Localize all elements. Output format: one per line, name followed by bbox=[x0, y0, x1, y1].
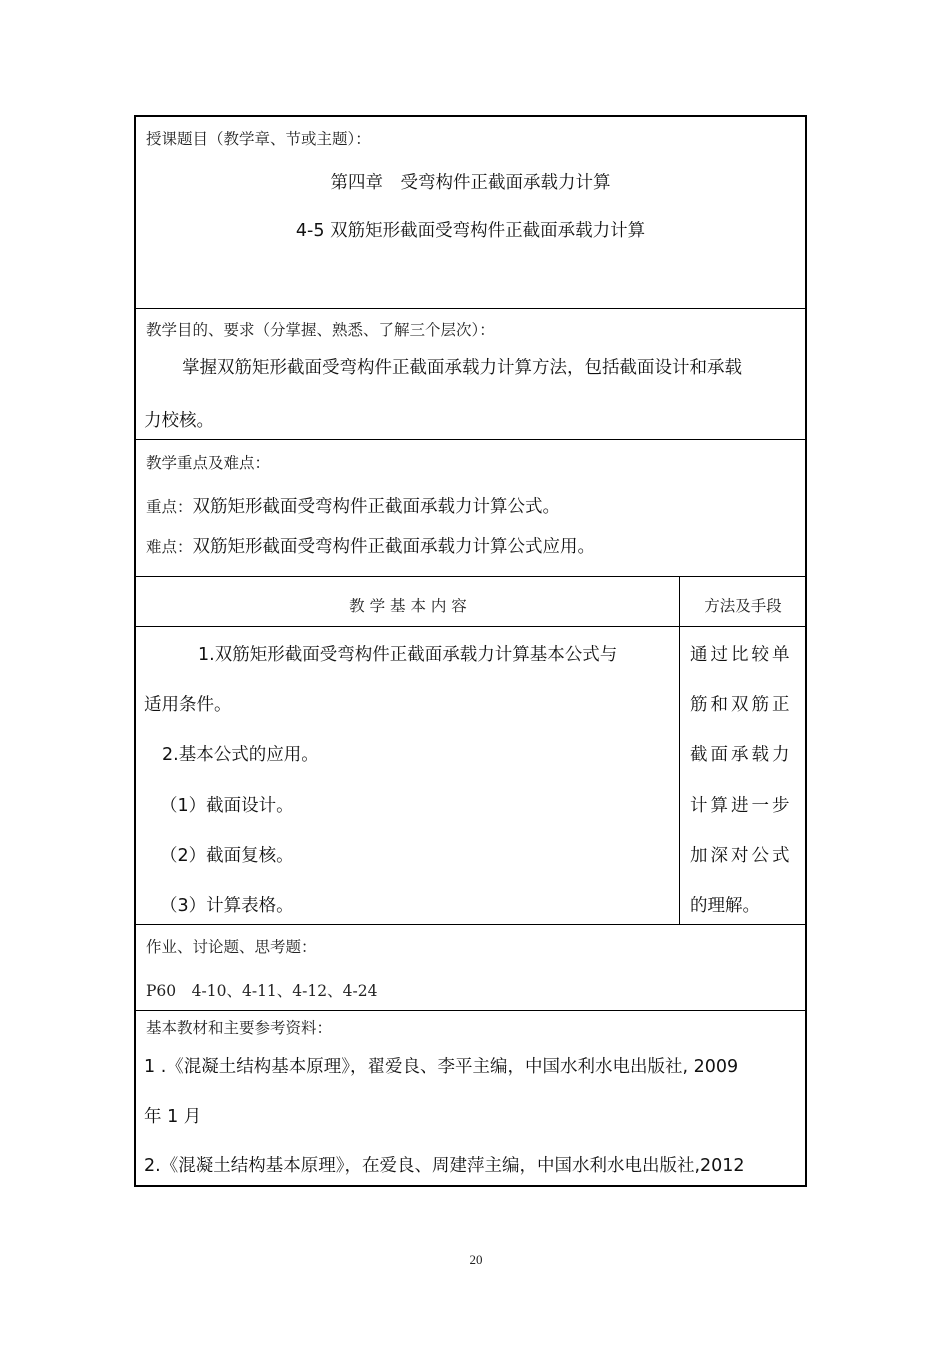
difficult-point-text: 双筋矩形截面受弯构件正截面承载力计算公式应用。 bbox=[192, 537, 596, 557]
objective-label: 教学目的、要求（分掌握、熟悉、了解三个层次）： bbox=[146, 321, 495, 339]
reference-line-2: 年 1 月 bbox=[144, 1107, 202, 1127]
key-point-prefix: 重点： bbox=[146, 498, 193, 516]
topic-label: 授课题目（教学章、节或主题）： bbox=[146, 130, 371, 148]
method-line-5: 加深对公式 bbox=[690, 846, 793, 866]
homework-label: 作业、讨论题、思考题： bbox=[146, 938, 317, 956]
divider bbox=[136, 924, 805, 925]
content-line-1: 1.双筋矩形截面受弯构件正截面承载力计算基本公式与 bbox=[198, 645, 618, 665]
method-column-header: 方法及手段 bbox=[704, 597, 782, 615]
content-line-5: （2）截面复核。 bbox=[160, 846, 294, 866]
method-line-4: 计算进一步 bbox=[690, 796, 793, 816]
key-points-label: 教学重点及难点： bbox=[146, 454, 271, 472]
chapter-title: 第四章 受弯构件正截面承载力计算 bbox=[330, 173, 611, 193]
reference-line-1: 1 .《混凝土结构基本原理》，翟爱良、李平主编，中国水利水电出版社, 2009 bbox=[144, 1057, 739, 1077]
reference-line-3: 2.《混凝土结构基本原理》，在爱良、周建萍主编，中国水利水电出版社,2012 bbox=[144, 1156, 745, 1176]
method-line-6: 的理解。 bbox=[690, 896, 760, 916]
method-line-1: 通过比较单 bbox=[690, 645, 793, 665]
method-line-3: 截面承载力 bbox=[690, 745, 793, 765]
method-line-2: 筋和双筋正 bbox=[690, 695, 793, 715]
divider bbox=[136, 308, 805, 309]
difficult-point-row bbox=[146, 533, 595, 558]
divider bbox=[136, 576, 805, 577]
content-line-6: （3）计算表格。 bbox=[160, 896, 294, 916]
lesson-plan-table bbox=[134, 115, 807, 1187]
section-title: 4-5 双筋矩形截面受弯构件正截面承载力计算 bbox=[295, 221, 646, 241]
divider bbox=[136, 1010, 805, 1011]
divider bbox=[136, 439, 805, 440]
content-line-2: 适用条件。 bbox=[144, 695, 232, 715]
divider bbox=[136, 626, 805, 627]
content-line-4: （1）截面设计。 bbox=[160, 796, 294, 816]
homework-text: P60 4-10、4-11、4-12、4-24 bbox=[146, 982, 378, 1000]
page-number: 20 bbox=[469, 1252, 483, 1267]
objective-text-line-1: 掌握双筋矩形截面受弯构件正截面承载力计算方法，包括截面设计和承载 bbox=[182, 358, 742, 378]
content-line-3: 2.基本公式的应用。 bbox=[162, 745, 319, 765]
column-divider bbox=[679, 576, 680, 924]
content-column-header: 教 学 基 本 内 容 bbox=[349, 597, 467, 615]
key-point-text: 双筋矩形截面受弯构件正截面承载力计算公式。 bbox=[192, 497, 561, 517]
difficult-point-prefix: 难点： bbox=[146, 538, 193, 556]
objective-text-line-2: 力校核。 bbox=[144, 411, 214, 431]
references-label: 基本教材和主要参考资料： bbox=[146, 1019, 333, 1037]
key-point-row bbox=[146, 493, 560, 518]
